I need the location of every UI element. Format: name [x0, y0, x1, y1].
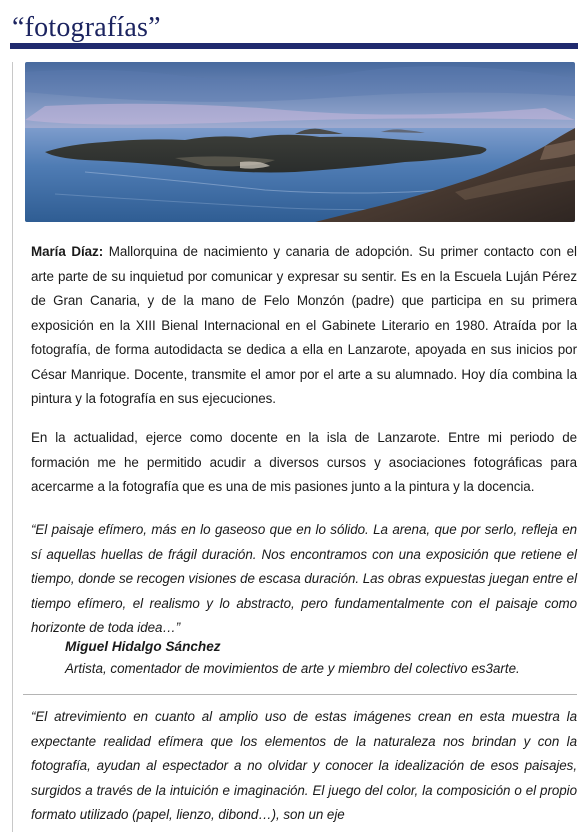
landscape-illustration: [25, 62, 575, 222]
quote-author: Miguel Hidalgo Sánchez: [65, 639, 221, 654]
quote-paragraph-2: “El atrevimiento en cuanto al amplio uso de estas imágenes crean en esta muestra la expectante realidad efímera que los elementos de la naturaleza nos brindan y con la fotografía, ayudan al espectador a no olvidar y conocer la idealización de esos paisajes, surgidos a través de la intuición e imaginación. El juego del color, la composición o el propio formato utilizado (papel, lienzo, dibond…), son un eje: [31, 709, 577, 822]
island-landscape-photo: [25, 62, 575, 222]
quote-paragraph-1: “El paisaje efímero, más en lo gaseoso que en lo sólido. La arena, que por serlo, refleja en sí aquellas huellas de frágil duración. Nos encontramos con una exposición que retiene el tiempo, donde se recogen visiones de escasa duración. Las obras expuestas juegan entre el tiempo efímero, el realismo y lo abstracto, pero fundamentalmente con el paisaje como horizonte de toda idea…”: [31, 522, 577, 635]
biography-text: Mallorquina de nacimiento y canaria de adopción. Su primer contacto con el arte parte de su inquietud por comunicar y expresar su sentir. Es en la Escuela Luján Pérez de Gran Canaria, y de la mano de Felo Monzón (padre) que participa en su primera exposición en la XIII Bienal Internacional en el Gabinete Literario en 1980. Atraída por la fotografía, de forma autodidacta se dedica a ella en Lanzarote, apoyada en sus inicios por César Manrique. Docente, transmite el amor por el arte a su alumnado. Hoy día combina la pintura y la fotografía en sus ejecuciones.: [31, 244, 577, 406]
page-title: “fotografías”: [12, 12, 161, 43]
artist-name: María Díaz:: [31, 244, 104, 259]
section-divider: [23, 694, 577, 695]
quote-author-role: Artista, comentador de movimientos de arte y miembro del colectivo es3arte.: [65, 661, 520, 676]
left-frame-line: [12, 62, 13, 832]
header-rule: [10, 43, 578, 49]
biography-paragraph: [31, 240, 577, 412]
current-activity-paragraph: En la actualidad, ejerce como docente en la isla de Lanzarote. Entre mi periodo de formación me he permitido acudir a diversos cursos y asociaciones fotográficas para acercarme a la fotografía que es una de mis pasiones junto a la pintura y la docencia.: [31, 430, 577, 494]
